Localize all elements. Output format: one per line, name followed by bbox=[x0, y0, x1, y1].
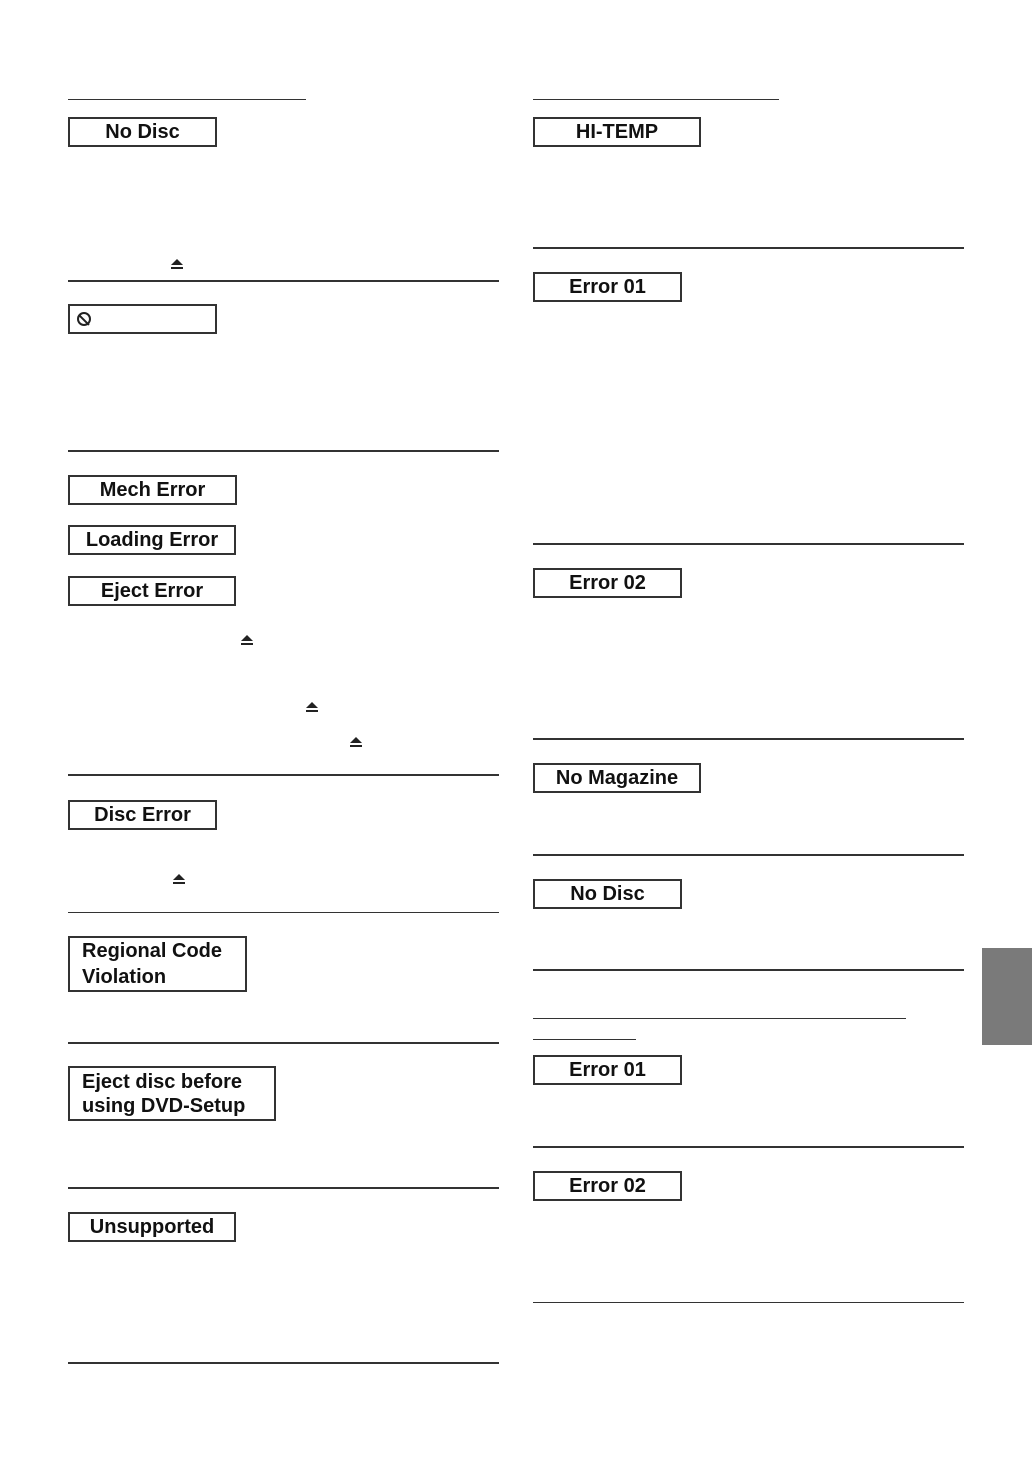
error-02-label: Error 02 bbox=[533, 568, 682, 598]
section-rule bbox=[68, 99, 306, 100]
section-rule bbox=[68, 1042, 499, 1044]
no-disc-label: No Disc bbox=[68, 117, 217, 147]
regional-code-line2: Violation bbox=[82, 966, 167, 988]
section-rule bbox=[533, 1302, 964, 1303]
section-rule bbox=[533, 969, 964, 971]
disc-error-label: Disc Error bbox=[68, 800, 217, 830]
no-disc-label-right: No Disc bbox=[533, 879, 682, 909]
section-rule bbox=[533, 854, 964, 856]
eject-disc-line1: Eject disc before bbox=[82, 1070, 243, 1093]
section-rule bbox=[68, 1187, 499, 1189]
regional-code-line1: Regional Code bbox=[82, 940, 223, 962]
eject-disc-before-setup-label bbox=[68, 1066, 276, 1121]
loading-error-label: Loading Error bbox=[68, 525, 236, 555]
error-01-label: Error 01 bbox=[533, 272, 682, 302]
section-rule bbox=[533, 738, 964, 740]
section-rule bbox=[533, 1146, 964, 1148]
section-rule bbox=[68, 450, 499, 452]
section-rule bbox=[533, 543, 964, 545]
eject-disc-line2: using DVD-Setup bbox=[82, 1094, 246, 1117]
section-rule bbox=[68, 280, 499, 282]
eject-icon bbox=[350, 737, 362, 749]
section-rule bbox=[533, 99, 779, 100]
eject-icon bbox=[173, 874, 185, 886]
unsupported-label: Unsupported bbox=[68, 1212, 236, 1242]
prohibited-indicator bbox=[68, 304, 217, 334]
prohibit-icon bbox=[77, 312, 91, 326]
section-rule bbox=[533, 247, 964, 249]
section-rule bbox=[68, 1362, 499, 1364]
eject-error-label: Eject Error bbox=[68, 576, 236, 606]
section-rule bbox=[533, 1018, 906, 1019]
section-rule bbox=[68, 912, 499, 913]
eject-icon bbox=[171, 259, 183, 271]
side-tab bbox=[982, 948, 1032, 1045]
no-magazine-label: No Magazine bbox=[533, 763, 701, 793]
eject-icon bbox=[306, 702, 318, 714]
regional-code-violation-label bbox=[68, 936, 247, 992]
mech-error-label: Mech Error bbox=[68, 475, 237, 505]
eject-icon bbox=[241, 635, 253, 647]
section-rule bbox=[533, 1039, 636, 1040]
error-02-label-b: Error 02 bbox=[533, 1171, 682, 1201]
hi-temp-label: HI-TEMP bbox=[533, 117, 701, 147]
error-01-label-b: Error 01 bbox=[533, 1055, 682, 1085]
section-rule bbox=[68, 774, 499, 776]
